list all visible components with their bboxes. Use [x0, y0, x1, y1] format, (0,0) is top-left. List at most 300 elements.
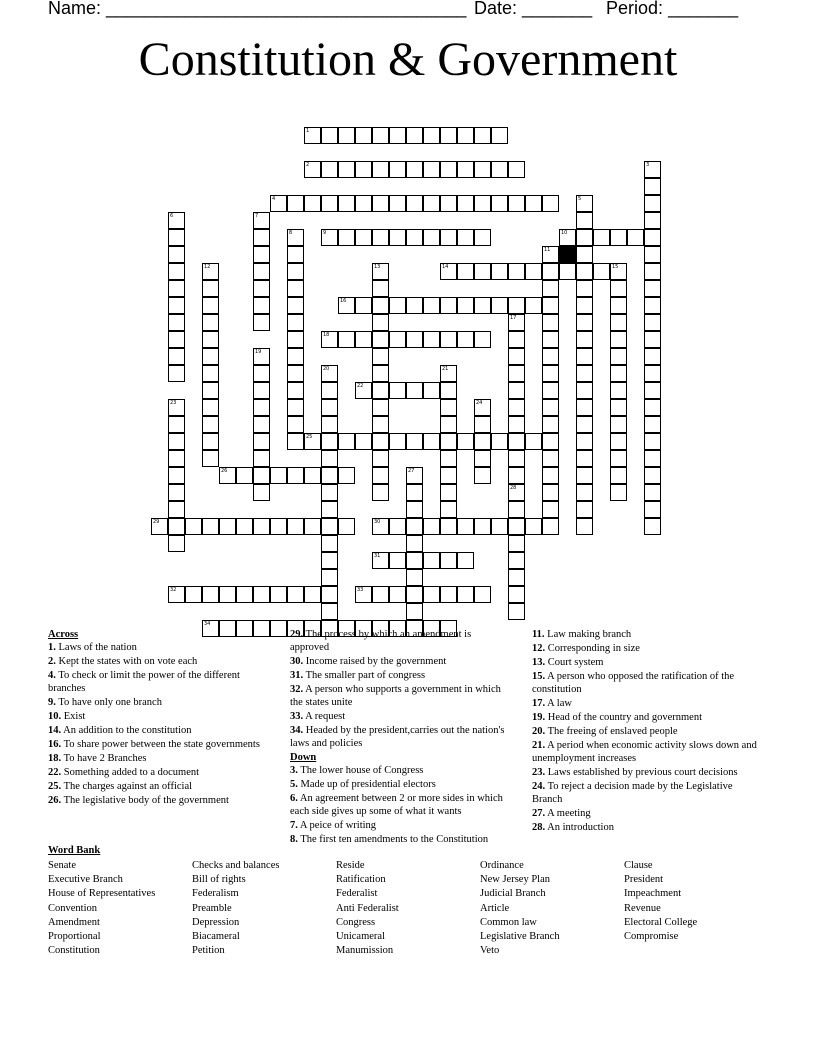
- crossword-cell[interactable]: [253, 433, 270, 450]
- crossword-cell[interactable]: [644, 382, 661, 399]
- crossword-cell[interactable]: [644, 416, 661, 433]
- crossword-cell[interactable]: [610, 280, 627, 297]
- crossword-cell[interactable]: [440, 501, 457, 518]
- crossword-cell[interactable]: [491, 161, 508, 178]
- crossword-cell[interactable]: [576, 280, 593, 297]
- crossword-cell[interactable]: [440, 161, 457, 178]
- crossword-cell[interactable]: [525, 297, 542, 314]
- crossword-cell[interactable]: [321, 331, 338, 348]
- crossword-cell[interactable]: [440, 552, 457, 569]
- crossword-cell[interactable]: [338, 331, 355, 348]
- crossword-cell[interactable]: [168, 263, 185, 280]
- crossword-cell[interactable]: [610, 467, 627, 484]
- crossword-cell[interactable]: [491, 433, 508, 450]
- crossword-cell[interactable]: [440, 365, 457, 382]
- crossword-cell[interactable]: [202, 518, 219, 535]
- crossword-cell[interactable]: [355, 331, 372, 348]
- crossword-cell[interactable]: [423, 552, 440, 569]
- crossword-cell[interactable]: [321, 603, 338, 620]
- crossword-cell[interactable]: [372, 518, 389, 535]
- crossword-cell[interactable]: [576, 399, 593, 416]
- crossword-cell[interactable]: [423, 433, 440, 450]
- crossword-cell[interactable]: [406, 297, 423, 314]
- crossword-cell[interactable]: [457, 127, 474, 144]
- crossword-cell[interactable]: [576, 518, 593, 535]
- crossword-cell[interactable]: [508, 586, 525, 603]
- crossword-cell[interactable]: [576, 433, 593, 450]
- crossword-cell[interactable]: [491, 195, 508, 212]
- crossword-cell[interactable]: [508, 518, 525, 535]
- crossword-cell[interactable]: [440, 263, 457, 280]
- crossword-cell[interactable]: [644, 348, 661, 365]
- crossword-cell[interactable]: [338, 518, 355, 535]
- crossword-cell[interactable]: [372, 450, 389, 467]
- crossword-cell[interactable]: [321, 535, 338, 552]
- crossword-cell[interactable]: [389, 195, 406, 212]
- crossword-cell[interactable]: [219, 467, 236, 484]
- crossword-cell[interactable]: [202, 382, 219, 399]
- crossword-cell[interactable]: [253, 484, 270, 501]
- crossword-cell[interactable]: [236, 586, 253, 603]
- crossword-cell[interactable]: [372, 229, 389, 246]
- crossword-cell[interactable]: [355, 229, 372, 246]
- crossword-cell[interactable]: [287, 399, 304, 416]
- crossword-cell[interactable]: [287, 297, 304, 314]
- crossword-cell[interactable]: [508, 348, 525, 365]
- crossword-cell[interactable]: [287, 416, 304, 433]
- crossword-cell[interactable]: [253, 297, 270, 314]
- crossword-cell[interactable]: [355, 382, 372, 399]
- crossword-cell[interactable]: [389, 552, 406, 569]
- crossword-cell[interactable]: [168, 501, 185, 518]
- crossword-cell[interactable]: [508, 399, 525, 416]
- crossword-cell[interactable]: [593, 263, 610, 280]
- crossword-cell[interactable]: [389, 229, 406, 246]
- crossword-cell[interactable]: [406, 195, 423, 212]
- crossword-cell[interactable]: [423, 518, 440, 535]
- crossword-cell[interactable]: [508, 365, 525, 382]
- crossword-cell[interactable]: [219, 586, 236, 603]
- crossword-cell[interactable]: [321, 195, 338, 212]
- crossword-cell[interactable]: [440, 518, 457, 535]
- crossword-cell[interactable]: [406, 433, 423, 450]
- crossword-cell[interactable]: [440, 382, 457, 399]
- crossword-cell[interactable]: [253, 382, 270, 399]
- crossword-cell[interactable]: [542, 263, 559, 280]
- crossword-cell[interactable]: [321, 518, 338, 535]
- crossword-cell[interactable]: [508, 450, 525, 467]
- crossword-cell[interactable]: [542, 195, 559, 212]
- crossword-cell[interactable]: [508, 161, 525, 178]
- crossword-cell[interactable]: [372, 552, 389, 569]
- crossword-cell[interactable]: [474, 297, 491, 314]
- crossword-cell[interactable]: [610, 484, 627, 501]
- crossword-cell[interactable]: [321, 484, 338, 501]
- crossword-cell[interactable]: [202, 331, 219, 348]
- crossword-cell[interactable]: [372, 127, 389, 144]
- crossword-cell[interactable]: [542, 467, 559, 484]
- crossword-cell[interactable]: [355, 161, 372, 178]
- crossword-cell[interactable]: [406, 586, 423, 603]
- crossword-cell[interactable]: [423, 586, 440, 603]
- crossword-cell[interactable]: [542, 450, 559, 467]
- crossword-cell[interactable]: [474, 450, 491, 467]
- crossword-cell[interactable]: [508, 416, 525, 433]
- crossword-cell[interactable]: [644, 212, 661, 229]
- crossword-cell[interactable]: [406, 603, 423, 620]
- crossword-cell[interactable]: [644, 467, 661, 484]
- crossword-cell[interactable]: [168, 586, 185, 603]
- crossword-cell[interactable]: [372, 433, 389, 450]
- crossword-cell[interactable]: [474, 399, 491, 416]
- crossword-cell[interactable]: [253, 246, 270, 263]
- crossword-cell[interactable]: [168, 535, 185, 552]
- crossword-cell[interactable]: [287, 348, 304, 365]
- crossword-cell[interactable]: [644, 229, 661, 246]
- crossword-cell[interactable]: [355, 297, 372, 314]
- crossword-cell[interactable]: [304, 518, 321, 535]
- crossword-cell[interactable]: [576, 348, 593, 365]
- crossword-cell[interactable]: [474, 518, 491, 535]
- crossword-cell[interactable]: [610, 399, 627, 416]
- crossword-cell[interactable]: [525, 263, 542, 280]
- crossword-cell[interactable]: [440, 297, 457, 314]
- crossword-cell[interactable]: [440, 195, 457, 212]
- crossword-cell[interactable]: [406, 552, 423, 569]
- crossword-cell[interactable]: [372, 348, 389, 365]
- crossword-cell[interactable]: [168, 518, 185, 535]
- crossword-cell[interactable]: [508, 501, 525, 518]
- crossword-cell[interactable]: [423, 161, 440, 178]
- crossword-cell[interactable]: [457, 229, 474, 246]
- crossword-cell[interactable]: [440, 586, 457, 603]
- crossword-cell[interactable]: [576, 263, 593, 280]
- crossword-cell[interactable]: [321, 127, 338, 144]
- crossword-cell[interactable]: [202, 280, 219, 297]
- crossword-cell[interactable]: [542, 382, 559, 399]
- crossword-cell[interactable]: [610, 229, 627, 246]
- crossword-cell[interactable]: [610, 263, 627, 280]
- crossword-cell[interactable]: [610, 433, 627, 450]
- crossword-cell[interactable]: [253, 229, 270, 246]
- crossword-cell[interactable]: [270, 518, 287, 535]
- crossword-cell[interactable]: [389, 433, 406, 450]
- crossword-cell[interactable]: [474, 161, 491, 178]
- crossword-cell[interactable]: [576, 450, 593, 467]
- crossword-cell[interactable]: [610, 297, 627, 314]
- crossword-cell[interactable]: [321, 161, 338, 178]
- crossword-cell[interactable]: [287, 365, 304, 382]
- crossword-cell[interactable]: [253, 314, 270, 331]
- crossword-cell[interactable]: [644, 365, 661, 382]
- crossword-cell[interactable]: [576, 331, 593, 348]
- crossword-cell[interactable]: [542, 433, 559, 450]
- crossword-cell[interactable]: [338, 195, 355, 212]
- crossword-cell[interactable]: [440, 127, 457, 144]
- crossword-cell[interactable]: [474, 586, 491, 603]
- crossword-cell[interactable]: [576, 314, 593, 331]
- crossword-cell[interactable]: [508, 467, 525, 484]
- crossword-cell[interactable]: [457, 433, 474, 450]
- crossword-cell[interactable]: [644, 246, 661, 263]
- crossword-cell[interactable]: [389, 586, 406, 603]
- crossword-cell[interactable]: [321, 399, 338, 416]
- crossword-cell[interactable]: [474, 331, 491, 348]
- crossword-cell[interactable]: [253, 450, 270, 467]
- crossword-cell[interactable]: [202, 263, 219, 280]
- crossword-cell[interactable]: [474, 229, 491, 246]
- crossword-cell[interactable]: [253, 467, 270, 484]
- crossword-cell[interactable]: [559, 229, 576, 246]
- crossword-cell[interactable]: [508, 195, 525, 212]
- crossword-cell[interactable]: [457, 195, 474, 212]
- crossword-cell[interactable]: [168, 416, 185, 433]
- crossword-cell[interactable]: [372, 467, 389, 484]
- crossword-cell[interactable]: [406, 535, 423, 552]
- crossword-cell[interactable]: [593, 229, 610, 246]
- crossword-cell[interactable]: [491, 297, 508, 314]
- crossword-cell[interactable]: [576, 229, 593, 246]
- crossword-cell[interactable]: [202, 416, 219, 433]
- crossword-cell[interactable]: [270, 195, 287, 212]
- crossword-cell[interactable]: [576, 212, 593, 229]
- crossword-cell[interactable]: [440, 416, 457, 433]
- crossword-cell[interactable]: [406, 331, 423, 348]
- crossword-cell[interactable]: [253, 365, 270, 382]
- crossword-cell[interactable]: [185, 586, 202, 603]
- crossword-cell[interactable]: [202, 586, 219, 603]
- crossword-cell[interactable]: [389, 297, 406, 314]
- crossword-cell[interactable]: [644, 450, 661, 467]
- crossword-cell[interactable]: [508, 569, 525, 586]
- crossword-cell[interactable]: [338, 161, 355, 178]
- crossword-cell[interactable]: [168, 280, 185, 297]
- crossword-cell[interactable]: [321, 229, 338, 246]
- crossword-cell[interactable]: [440, 484, 457, 501]
- crossword-cell[interactable]: [270, 586, 287, 603]
- crossword-cell[interactable]: [457, 263, 474, 280]
- crossword-cell[interactable]: [355, 586, 372, 603]
- crossword-cell[interactable]: [644, 484, 661, 501]
- crossword-cell[interactable]: [168, 331, 185, 348]
- crossword-cell[interactable]: [253, 348, 270, 365]
- crossword-cell[interactable]: [491, 263, 508, 280]
- crossword-cell[interactable]: [542, 518, 559, 535]
- crossword-cell[interactable]: [406, 484, 423, 501]
- crossword-cell[interactable]: [610, 450, 627, 467]
- crossword-cell[interactable]: [355, 127, 372, 144]
- crossword-cell[interactable]: [508, 314, 525, 331]
- crossword-cell[interactable]: [457, 552, 474, 569]
- crossword-cell[interactable]: [236, 467, 253, 484]
- crossword-cell[interactable]: [576, 416, 593, 433]
- crossword-cell[interactable]: [321, 569, 338, 586]
- crossword-cell[interactable]: [576, 365, 593, 382]
- crossword-cell[interactable]: [542, 348, 559, 365]
- crossword-cell[interactable]: [406, 382, 423, 399]
- crossword-cell[interactable]: [304, 127, 321, 144]
- crossword-cell[interactable]: [338, 297, 355, 314]
- crossword-cell[interactable]: [508, 603, 525, 620]
- crossword-cell[interactable]: [168, 212, 185, 229]
- crossword-cell[interactable]: [321, 467, 338, 484]
- crossword-cell[interactable]: [525, 195, 542, 212]
- crossword-cell[interactable]: [644, 178, 661, 195]
- crossword-cell[interactable]: [457, 331, 474, 348]
- crossword-cell[interactable]: [474, 127, 491, 144]
- crossword-cell[interactable]: [372, 586, 389, 603]
- crossword-cell[interactable]: [457, 297, 474, 314]
- crossword-cell[interactable]: [168, 399, 185, 416]
- crossword-cell[interactable]: [576, 484, 593, 501]
- crossword-cell[interactable]: [372, 331, 389, 348]
- crossword-cell[interactable]: [644, 314, 661, 331]
- name-line[interactable]: ____________________________________: [106, 0, 467, 18]
- crossword-cell[interactable]: [423, 382, 440, 399]
- crossword-cell[interactable]: [389, 161, 406, 178]
- crossword-cell[interactable]: [270, 467, 287, 484]
- crossword-cell[interactable]: [474, 467, 491, 484]
- crossword-cell[interactable]: [168, 297, 185, 314]
- crossword-cell[interactable]: [644, 195, 661, 212]
- crossword-cell[interactable]: [372, 314, 389, 331]
- crossword-cell[interactable]: [457, 518, 474, 535]
- crossword-cell[interactable]: [338, 229, 355, 246]
- crossword-cell[interactable]: [423, 127, 440, 144]
- crossword-cell[interactable]: [287, 433, 304, 450]
- crossword-cell[interactable]: [525, 518, 542, 535]
- crossword-cell[interactable]: [644, 331, 661, 348]
- crossword-cell[interactable]: [321, 501, 338, 518]
- crossword-cell[interactable]: [610, 331, 627, 348]
- crossword-cell[interactable]: [542, 297, 559, 314]
- crossword-cell[interactable]: [253, 518, 270, 535]
- crossword-cell[interactable]: [559, 263, 576, 280]
- crossword-cell[interactable]: [304, 433, 321, 450]
- crossword-cell[interactable]: [542, 331, 559, 348]
- crossword-cell[interactable]: [576, 382, 593, 399]
- crossword-cell[interactable]: [321, 586, 338, 603]
- crossword-cell[interactable]: [270, 620, 287, 637]
- crossword-cell[interactable]: [457, 586, 474, 603]
- period-line[interactable]: _______: [668, 0, 739, 18]
- crossword-cell[interactable]: [287, 246, 304, 263]
- crossword-cell[interactable]: [576, 297, 593, 314]
- crossword-cell[interactable]: [423, 195, 440, 212]
- crossword-cell[interactable]: [321, 382, 338, 399]
- date-line[interactable]: _______: [522, 0, 593, 18]
- crossword-cell[interactable]: [321, 552, 338, 569]
- crossword-cell[interactable]: [508, 552, 525, 569]
- crossword-cell[interactable]: [168, 314, 185, 331]
- crossword-cell[interactable]: [168, 229, 185, 246]
- crossword-cell[interactable]: [525, 433, 542, 450]
- crossword-cell[interactable]: [287, 280, 304, 297]
- crossword-cell[interactable]: [508, 484, 525, 501]
- crossword-cell[interactable]: [440, 467, 457, 484]
- crossword-cell[interactable]: [423, 229, 440, 246]
- crossword-cell[interactable]: [644, 297, 661, 314]
- crossword-cell[interactable]: [644, 501, 661, 518]
- crossword-cell[interactable]: [644, 433, 661, 450]
- crossword-cell[interactable]: [202, 297, 219, 314]
- crossword-cell[interactable]: [287, 467, 304, 484]
- crossword-cell[interactable]: [644, 399, 661, 416]
- crossword-cell[interactable]: [202, 399, 219, 416]
- crossword-cell[interactable]: [168, 348, 185, 365]
- crossword-cell[interactable]: [253, 586, 270, 603]
- crossword-cell[interactable]: [321, 450, 338, 467]
- crossword-cell[interactable]: [576, 467, 593, 484]
- crossword-cell[interactable]: [610, 365, 627, 382]
- crossword-cell[interactable]: [389, 382, 406, 399]
- crossword-cell[interactable]: [542, 501, 559, 518]
- crossword-cell[interactable]: [440, 229, 457, 246]
- crossword-cell[interactable]: [287, 314, 304, 331]
- crossword-cell[interactable]: [627, 229, 644, 246]
- crossword-cell[interactable]: [202, 348, 219, 365]
- crossword-cell[interactable]: [202, 314, 219, 331]
- crossword-cell[interactable]: [287, 263, 304, 280]
- crossword-cell[interactable]: [287, 382, 304, 399]
- crossword-cell[interactable]: [474, 263, 491, 280]
- crossword-cell[interactable]: [508, 263, 525, 280]
- crossword-cell[interactable]: [253, 212, 270, 229]
- crossword-cell[interactable]: [508, 331, 525, 348]
- crossword-cell[interactable]: [406, 127, 423, 144]
- crossword-cell[interactable]: [644, 518, 661, 535]
- crossword-cell[interactable]: [644, 263, 661, 280]
- crossword-cell[interactable]: [304, 586, 321, 603]
- crossword-cell[interactable]: [253, 263, 270, 280]
- crossword-cell[interactable]: [542, 484, 559, 501]
- crossword-cell[interactable]: [355, 195, 372, 212]
- crossword-cell[interactable]: [508, 535, 525, 552]
- crossword-cell[interactable]: [491, 127, 508, 144]
- crossword-cell[interactable]: [287, 195, 304, 212]
- crossword-cell[interactable]: [542, 365, 559, 382]
- crossword-cell[interactable]: [372, 161, 389, 178]
- crossword-cell[interactable]: [406, 467, 423, 484]
- crossword-cell[interactable]: [253, 399, 270, 416]
- crossword-cell[interactable]: [440, 433, 457, 450]
- crossword-cell[interactable]: [304, 195, 321, 212]
- crossword-cell[interactable]: [372, 280, 389, 297]
- crossword-cell[interactable]: [338, 467, 355, 484]
- crossword-cell[interactable]: [372, 382, 389, 399]
- crossword-cell[interactable]: [202, 450, 219, 467]
- crossword-cell[interactable]: [610, 416, 627, 433]
- crossword-cell[interactable]: [321, 433, 338, 450]
- crossword-cell[interactable]: [610, 314, 627, 331]
- crossword-cell[interactable]: [321, 365, 338, 382]
- crossword-cell[interactable]: [508, 433, 525, 450]
- crossword-cell[interactable]: [423, 297, 440, 314]
- crossword-cell[interactable]: [372, 195, 389, 212]
- crossword-cell[interactable]: [423, 331, 440, 348]
- crossword-cell[interactable]: [406, 569, 423, 586]
- crossword-cell[interactable]: [372, 365, 389, 382]
- crossword-cell[interactable]: [168, 246, 185, 263]
- crossword-cell[interactable]: [372, 263, 389, 280]
- crossword-cell[interactable]: [440, 399, 457, 416]
- crossword-cell[interactable]: [372, 297, 389, 314]
- crossword-cell[interactable]: [406, 501, 423, 518]
- crossword-cell[interactable]: [304, 467, 321, 484]
- crossword-cell[interactable]: [202, 433, 219, 450]
- crossword-cell[interactable]: [610, 382, 627, 399]
- crossword-cell[interactable]: [542, 416, 559, 433]
